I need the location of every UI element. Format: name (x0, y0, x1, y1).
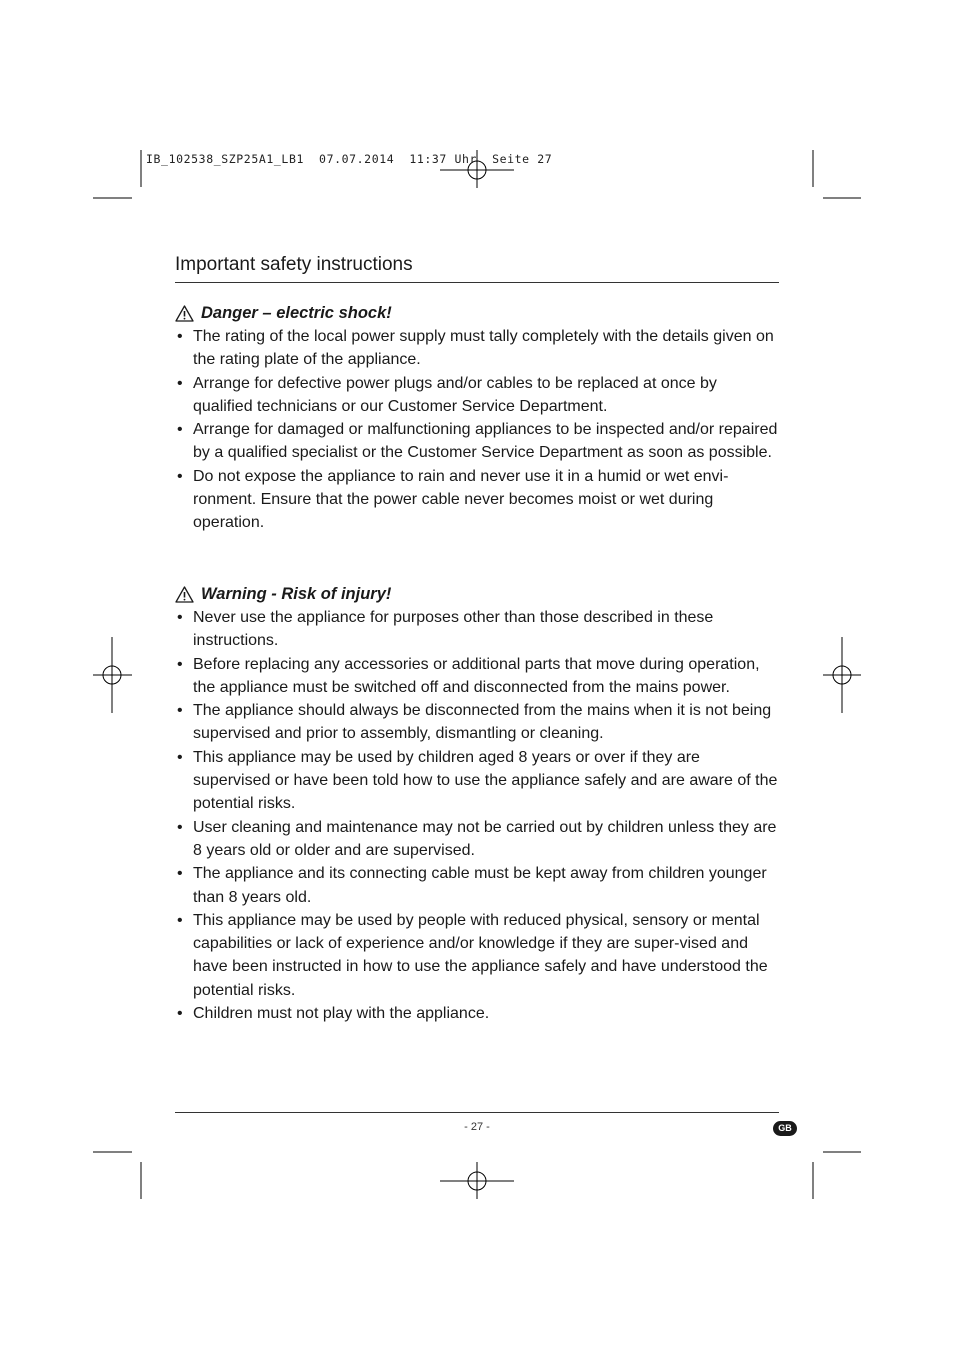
danger-section (175, 302, 779, 535)
list-item: • The appliance and its connecting cable must be kept away from children younger than 8 years old. (177, 865, 767, 906)
list-item: • Do not expose the appliance to rain and never use it in a humid or wet envi-ronment. Ensure that the power cable never becomes moist or wet during operation. (177, 467, 729, 532)
section-heading (175, 583, 779, 606)
list-item: • Children must not play with the appliance. (177, 1005, 490, 1023)
warning-triangle-icon (175, 586, 194, 603)
bullet-list (175, 606, 779, 1025)
list-item: • The appliance should always be disconnected from the mains when it is not being supervised and prior to assembly, dismantling or cleaning. (177, 702, 772, 743)
bullet-list (175, 325, 779, 535)
page-title: Important safety instructions (175, 254, 413, 275)
warning-triangle-icon (175, 305, 194, 322)
list-item: • This appliance may be used by people with reduced physical, sensory or mental capabilities or lack of experience and/or knowledge if they are super-vised and have been instructed in how to use the appliance safely and have understood the potential risks. (177, 911, 768, 999)
registration-mark-top (440, 150, 514, 188)
language-badge: GB (773, 1121, 797, 1136)
list-item: • Arrange for damaged or malfunctioning appliances to be inspected and/or repaired by a qualified specialist or the Customer Service Department as soon as possible. (177, 421, 778, 462)
page-number: - 27 - (464, 1121, 490, 1133)
registration-mark-left (93, 637, 132, 713)
footer-divider (175, 1112, 779, 1113)
title-divider (175, 282, 779, 283)
section-heading-text: Warning - Risk of injury! (201, 585, 392, 603)
section-heading-text: Danger – electric shock! (201, 304, 392, 322)
registration-mark-bottom (440, 1162, 514, 1199)
print-header: IB_102538_SZP25A1_LB1 07.07.2014 11:37 Uhr Seite 27 (146, 152, 553, 166)
list-item: • Before replacing any accessories or additional parts that move during operation, the appliance must be switched off and disconnected from the mains power. (177, 655, 760, 696)
list-item: • Arrange for defective power plugs and/or cables to be replaced at once by qualified technicians or our Customer Service Department. (177, 374, 717, 415)
section-heading (175, 302, 779, 325)
warning-section (175, 583, 779, 1025)
registration-mark-right (823, 637, 861, 713)
list-item: • The rating of the local power supply must tally completely with the details given on the rating plate of the appliance. (177, 328, 774, 369)
list-item: • Never use the appliance for purposes other than those described in these instructions. (177, 609, 714, 650)
list-item: • This appliance may be used by children aged 8 years or over if they are supervised or have been told how to use the appliance safely and are aware of the potential risks. (177, 748, 778, 813)
list-item: • User cleaning and maintenance may not be carried out by children unless they are 8 years old or older and are supervised. (177, 818, 777, 859)
